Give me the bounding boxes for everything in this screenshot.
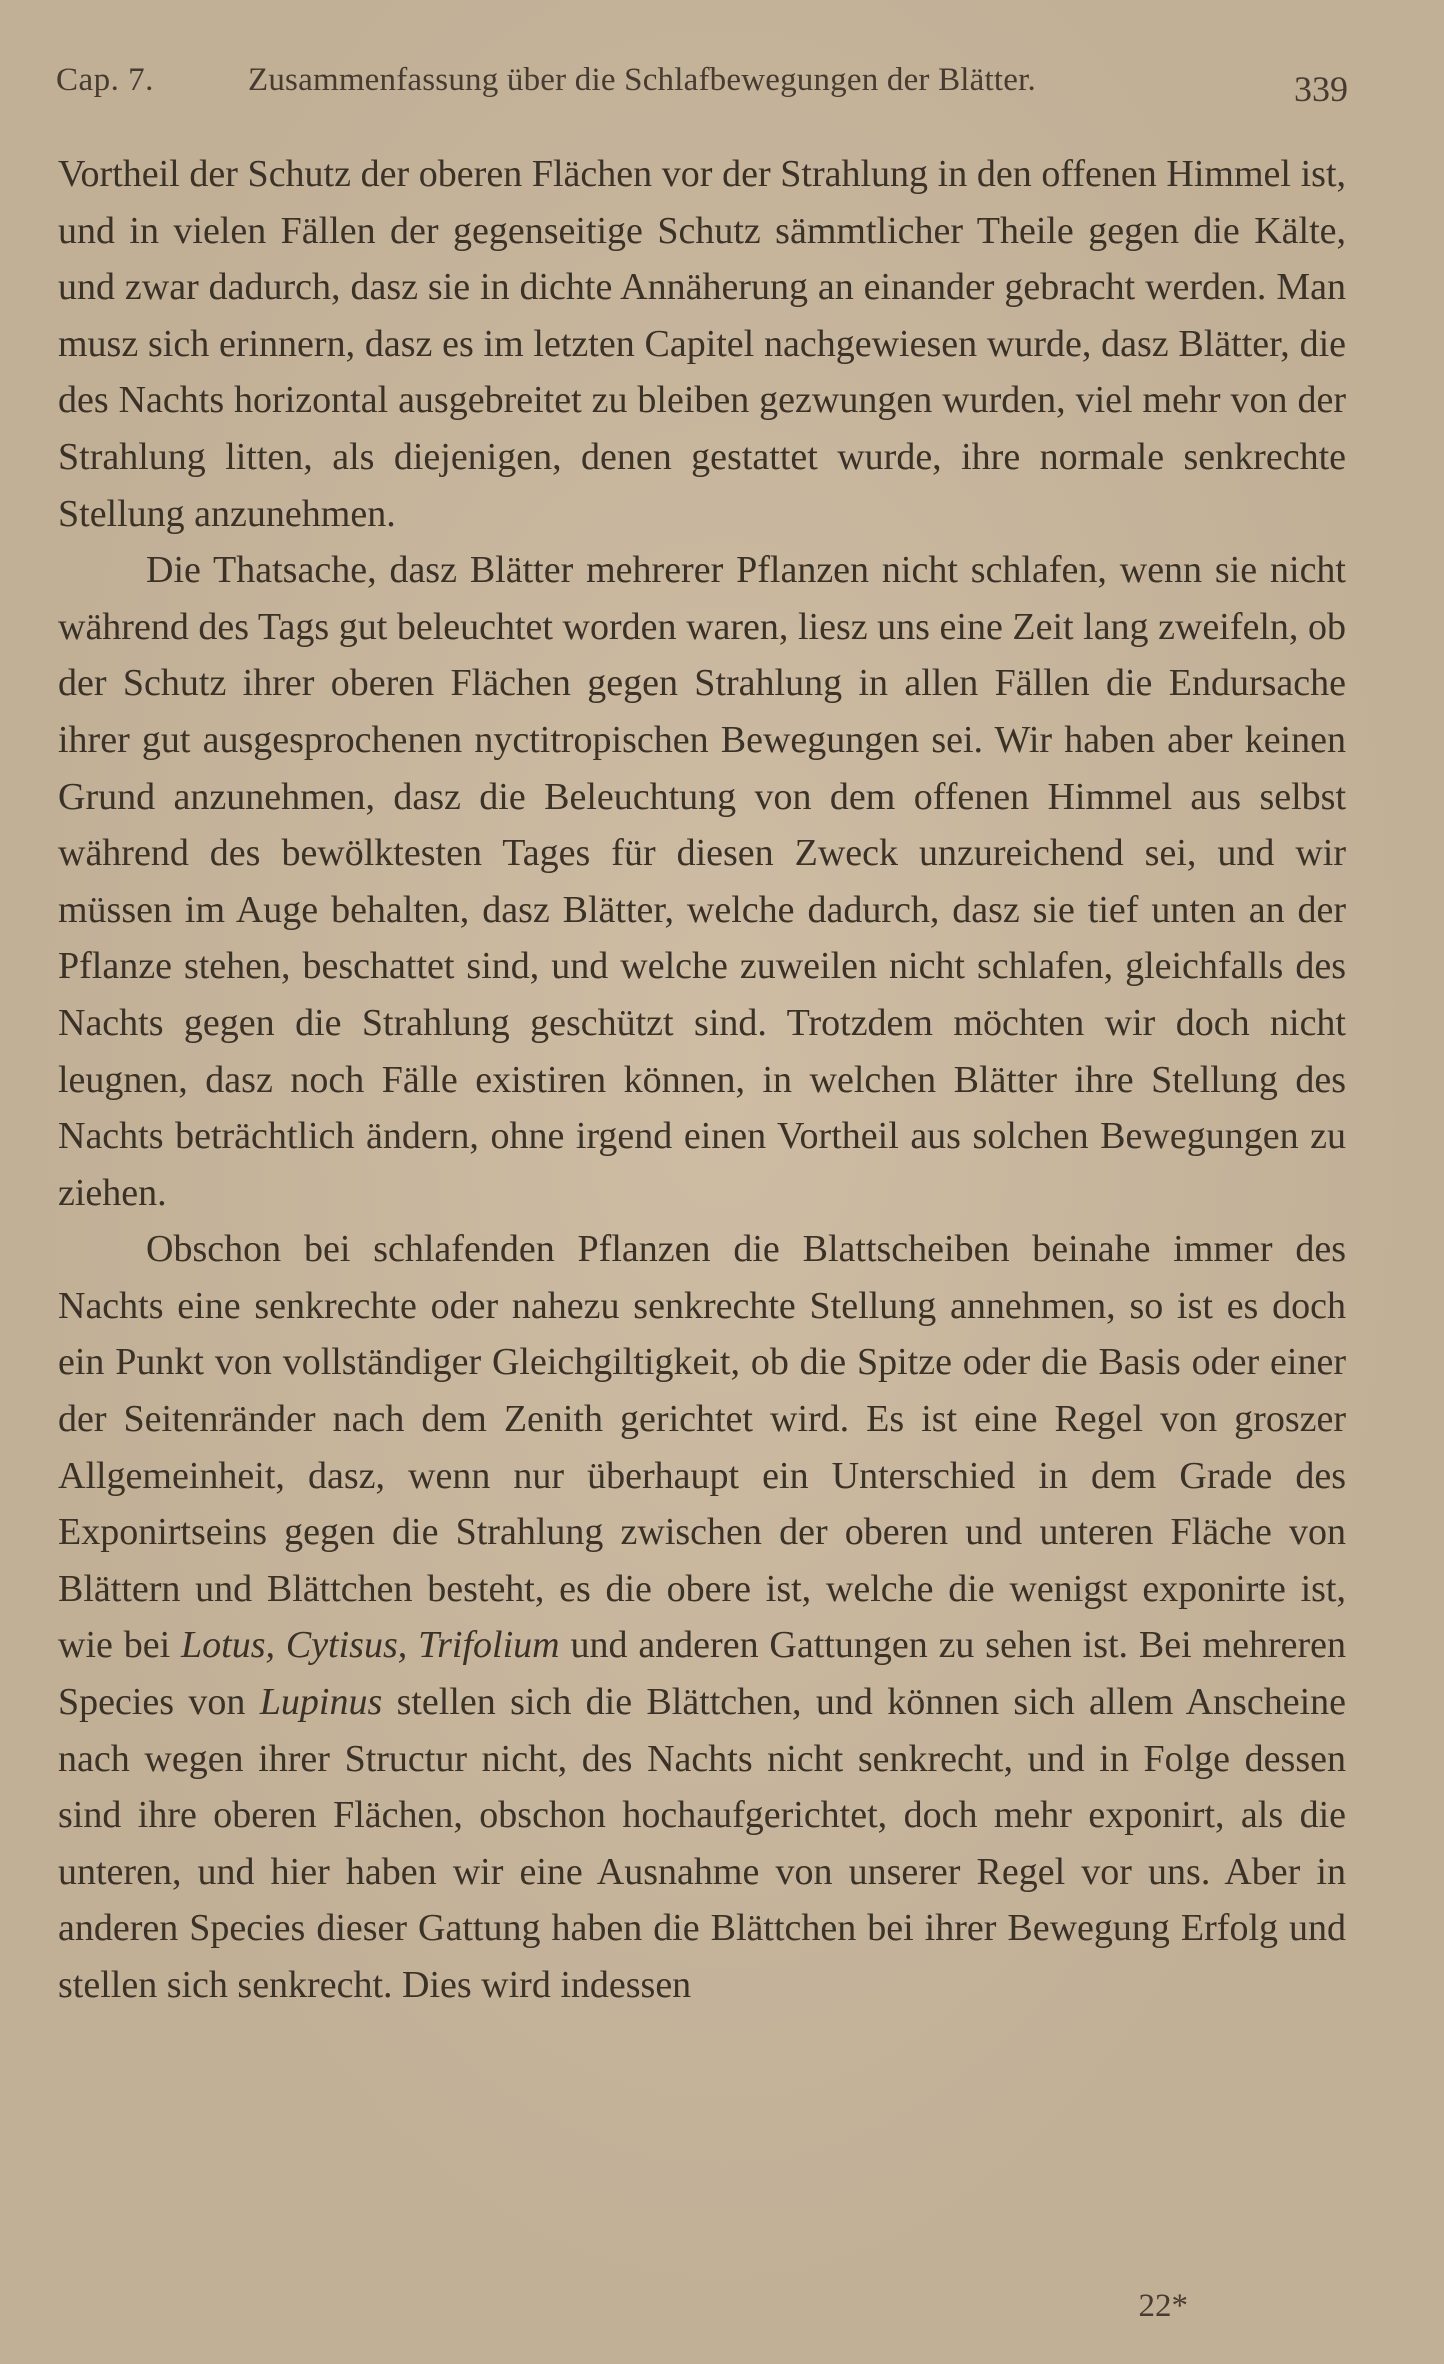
running-head	[56, 62, 1348, 110]
genus-lotus: Lotus,	[181, 1624, 275, 1667]
paragraph-3-part-1: Obschon bei schlafenden Pflanzen die Blattscheiben beinahe immer des Nachts eine senkrechte oder nahezu senkrechte Stellung annehmen, so ist es doch ein Punkt von vollständiger Gleichgiltigkeit, ob die Spitze oder die Basis oder einer der Seitenränder nach dem Zenith gerichtet wird. Es ist eine Regel von groszer Allgemeinheit, dasz, wenn nur überhaupt ein Unterschied in dem Grade des Exponirtseins gegen die Strahlung zwischen der oberen und unteren Fläche von Blättern und Blättchen besteht, es die obere ist, welche die wenigst exponirte ist, wie bei	[58, 1228, 1346, 1667]
paragraph-1: Vortheil der Schutz der oberen Flächen vor der Strahlung in den offenen Himmel ist, und in vielen Fällen der gegenseitige Schutz sämmtlicher Theile gegen die Kälte, und zwar dadurch, dasz sie in dichte Annäherung an einander gebracht werden. Man musz sich erinnern, dasz es im letzten Capitel nachgewiesen wurde, dasz Blätter, die des Nachts horizontal ausgebreitet zu bleiben gezwungen wurden, viel mehr von der Strahlung litten, als diejenigen, denen gestattet wurde, ihre normale senkrechte Stellung anzunehmen.	[58, 153, 1346, 535]
page-number: 339	[1294, 69, 1348, 109]
body-text	[58, 146, 1346, 2014]
chapter-label: Cap. 7.	[56, 62, 154, 98]
paragraph-2: Die Thatsache, dasz Blätter mehrerer Pflanzen nicht schlafen, wenn sie nicht während des Tags gut beleuchtet worden waren, liesz uns eine Zeit lang zweifeln, ob der Schutz ihrer oberen Flächen gegen Strahlung in allen Fällen die Endursache ihrer gut ausgesprochenen nyctitropischen Bewegungen sei. Wir haben aber keinen Grund anzunehmen, dasz die Beleuchtung von dem offenen Himmel aus selbst während des bewölktesten Tages für diesen Zweck unzureichend sei, und wir müssen im Auge behalten, dasz Blätter, welche dadurch, dasz sie tief unten an der Pflanze stehen, beschattet sind, und welche zuweilen nicht schlafen, gleichfalls des Nachts gegen die Strahlung geschützt sind. Trotzdem möchten wir doch nicht leugnen, dasz noch Fälle existiren können, in welchen Blätter ihre Stellung des Nachts beträchtlich ändern, ohne irgend einen Vortheil aus solchen Bewegungen zu ziehen.	[58, 549, 1346, 1214]
paragraph-3-part-2: und anderen Gattungen zu sehen ist. Bei mehreren Species von	[58, 1624, 1346, 1724]
genus-lupinus: Lupinus	[259, 1681, 383, 1724]
running-title: Zusammenfassung über die Schlafbewegungen der Blätter.	[248, 62, 1036, 98]
genus-trifolium: Trifolium	[418, 1624, 560, 1667]
genus-cytisus: Cytisus,	[285, 1624, 408, 1667]
paragraph-3	[58, 1221, 1346, 2013]
paragraph-3-part-3: stellen sich die Blättchen, und können sich allem Anscheine nach wegen ihrer Structur nicht, des Nachts nicht senkrecht, und in Folge dessen sind ihre oberen Flächen, obschon hochaufgerichtet, doch mehr exponirt, als die unteren, und hier haben wir eine Ausnahme von unserer Regel vor uns. Aber in anderen Species dieser Gattung haben die Blättchen bei ihrer Bewegung Erfolg und stellen sich senkrecht. Dies wird indessen	[58, 1681, 1346, 2006]
signature-mark: 22*	[1138, 2288, 1188, 2324]
